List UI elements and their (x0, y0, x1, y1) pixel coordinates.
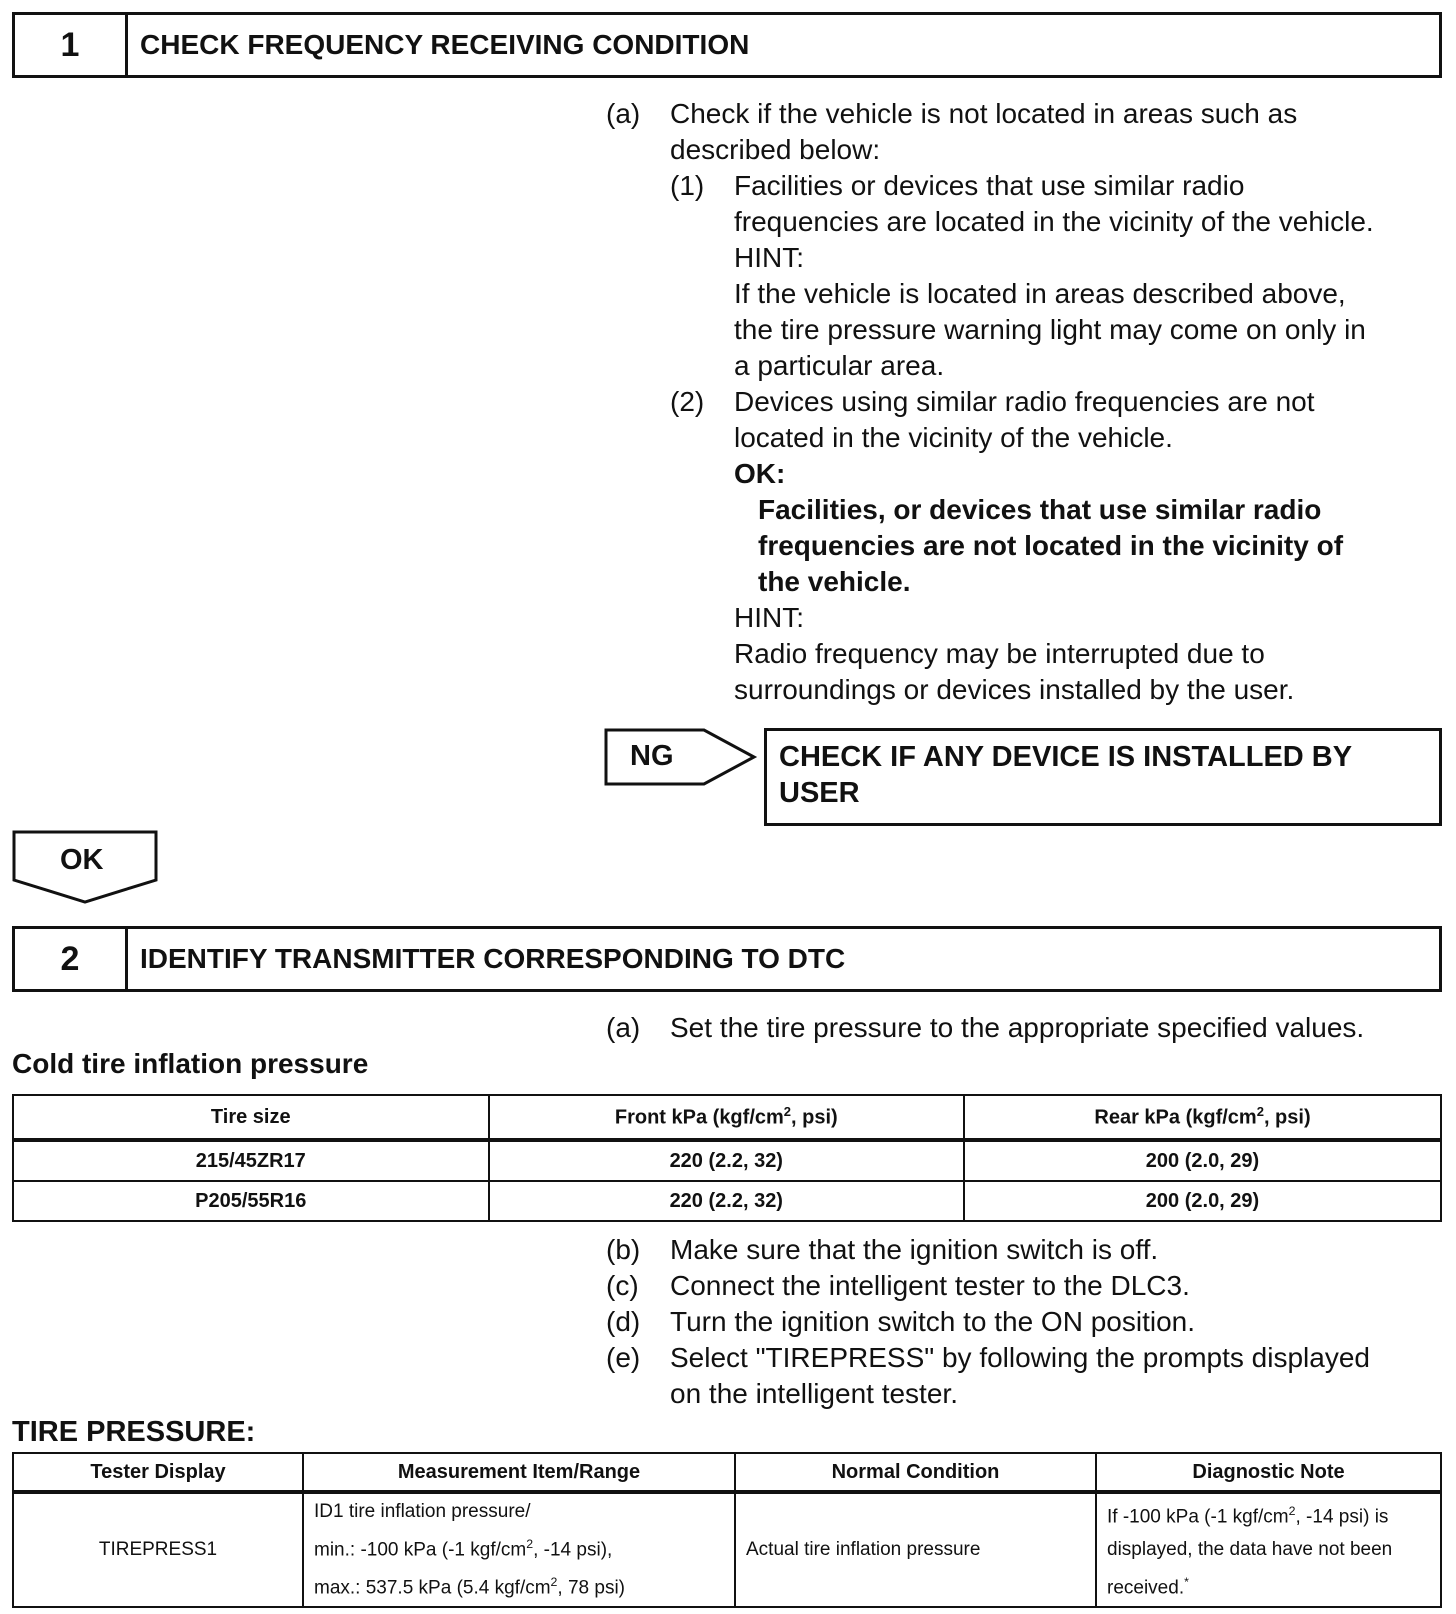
tire-pressure-table (12, 1452, 1442, 1608)
ng-arrow-icon (604, 728, 764, 786)
sub-1-label: (1) (670, 170, 705, 201)
step-2-header (12, 926, 1442, 992)
ok-label: OK: (734, 458, 786, 489)
col-rear: Rear kPa ($kgf/cm^2$, psi) (964, 1095, 1441, 1140)
hint-1-label: HINT: (734, 242, 804, 273)
table-row: P205/55R16 220 (2.2, 32) 200 (2.0, 29) (13, 1181, 1441, 1221)
step-1-number: 1 (15, 15, 128, 75)
hint-1-line-3: a particular area. (734, 350, 945, 381)
table-row: TIREPRESS1 ID1 tire inflation pressure/ min.: -100 kPa (-1 kgf/$cm^2$, -14 psi), max.: 537.5 kPa (5.4 kgf/$cm^2$, 78 psi) Actual tire inflation pressure If -100 kPa (-1 kgf/$cm^2$, -14 psi) is displayed, the data have not been received.* (13, 1492, 1441, 1607)
step-b-label: (b) (606, 1234, 641, 1265)
ng-result-line-1: CHECK IF ANY DEVICE IS INSTALLED BY (779, 741, 1353, 773)
ng-result-box (764, 728, 1442, 826)
ok-arrow-label: OK (60, 844, 104, 876)
step-c-label: (c) (606, 1270, 639, 1301)
hint-2-line-2: surroundings or devices installed by the user. (734, 674, 1295, 705)
cold-tire-table (12, 1094, 1442, 1222)
ok-line-3: the vehicle. (758, 566, 911, 597)
table-row: 215/45ZR17 220 (2.2, 32) 200 (2.0, 29) (13, 1140, 1441, 1181)
step-e-label: (e) (606, 1342, 641, 1373)
col-normal: Normal Condition (735, 1453, 1096, 1492)
sub-1-line-1: Facilities or devices that use similar radio (734, 170, 1245, 201)
hint-1-line-2: the tire pressure warning light may come on only in (734, 314, 1366, 345)
step-d-text: Turn the ignition switch to the ON position. (670, 1306, 1195, 1337)
ok-line-2: frequencies are not located in the vicinity of (758, 530, 1344, 561)
hint-2-label: HINT: (734, 602, 804, 633)
col-tire-size: Tire size (13, 1095, 489, 1140)
step-1-header (12, 12, 1442, 78)
step-2-a-label: (a) (606, 1012, 641, 1043)
sub-1-line-2: frequencies are located in the vicinity of the vehicle. (734, 206, 1374, 237)
ok-line-1: Facilities, or devices that use similar radio (758, 494, 1322, 525)
col-tester-display: Tester Display (13, 1453, 303, 1492)
step-2-title: IDENTIFY TRANSMITTER CORRESPONDING TO DTC (140, 943, 846, 974)
step-1-a-label: (a) (606, 98, 641, 129)
step-c-text: Connect the intelligent tester to the DLC3. (670, 1270, 1190, 1301)
col-diagnostic: Diagnostic Note (1096, 1453, 1441, 1492)
ng-label: NG (630, 740, 674, 772)
ng-result-line-2: USER (779, 777, 860, 809)
hint-2-line-1: Radio frequency may be interrupted due to (734, 638, 1265, 669)
step-1-a-line-1: Check if the vehicle is not located in areas such as (670, 98, 1298, 129)
step-1-title: CHECK FREQUENCY RECEIVING CONDITION (140, 29, 750, 60)
step-e-text: Select "TIREPRESS" by following the prompts displayed (670, 1342, 1370, 1373)
step-2-a-text: Set the tire pressure to the appropriate specified values. (670, 1012, 1365, 1043)
step-e-cont: on the intelligent tester. (670, 1378, 958, 1409)
sub-2-line-2: located in the vicinity of the vehicle. (734, 422, 1173, 453)
step-1-a-line-2: described below: (670, 134, 881, 165)
step-d-label: (d) (606, 1306, 641, 1337)
sub-2-line-1: Devices using similar radio frequencies are not (734, 386, 1315, 417)
cold-tire-title: Cold tire inflation pressure (12, 1048, 369, 1079)
sub-2-label: (2) (670, 386, 705, 417)
step-b-text: Make sure that the ignition switch is off. (670, 1234, 1159, 1265)
hint-1-line-1: If the vehicle is located in areas described above, (734, 278, 1346, 309)
tire-pressure-title: TIRE PRESSURE: (12, 1416, 256, 1448)
step-2-number: 2 (15, 929, 128, 989)
col-measurement: Measurement Item/Range (303, 1453, 735, 1492)
col-front: Front kPa ($kgf/cm^2$, psi) (489, 1095, 965, 1140)
